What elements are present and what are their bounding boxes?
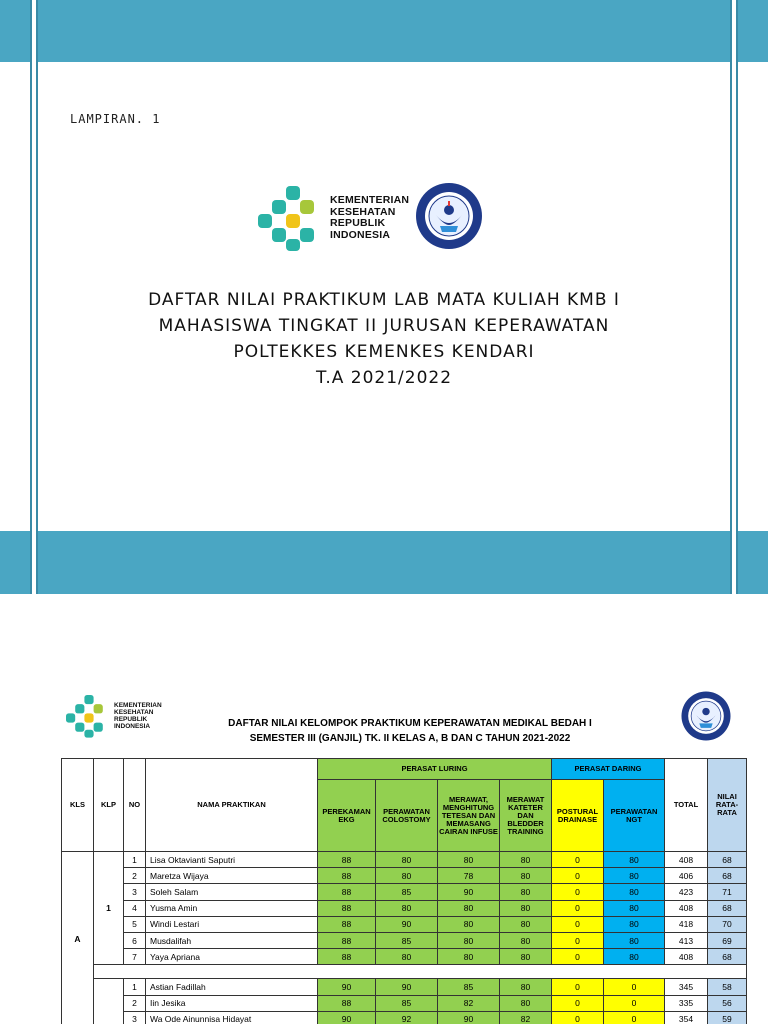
score-ngt: 80: [604, 884, 665, 900]
score-ngt: 80: [604, 916, 665, 932]
divider-line: [736, 0, 738, 594]
kemenkes-logo: [258, 183, 408, 253]
score-ngt: 0: [604, 1011, 665, 1024]
score-postural: 0: [552, 884, 604, 900]
score-infuse: 90: [438, 1011, 500, 1024]
row-no: 4: [124, 900, 146, 916]
score-ekg: 88: [318, 995, 376, 1011]
footer-band-right: [737, 531, 768, 594]
score-postural: 0: [552, 932, 604, 948]
score-average: 68: [708, 852, 747, 868]
score-total: 345: [665, 979, 708, 995]
score-colostomy: 92: [376, 1011, 438, 1024]
row-no: 1: [124, 852, 146, 868]
row-no: 6: [124, 932, 146, 948]
table-row: [62, 979, 747, 995]
score-ngt: 80: [604, 932, 665, 948]
table-row: [62, 995, 747, 1011]
score-kateter: 80: [500, 979, 552, 995]
score-infuse: 90: [438, 884, 500, 900]
score-total: 408: [665, 852, 708, 868]
score-average: 69: [708, 932, 747, 948]
score-kateter: 80: [500, 900, 552, 916]
score-colostomy: 80: [376, 900, 438, 916]
title-line: MAHASISWA TINGKAT II JURUSAN KEPERAWATAN: [158, 316, 610, 336]
col-group-daring: PERASAT DARING: [552, 759, 665, 780]
score-postural: 0: [552, 900, 604, 916]
col-klp: KLP: [94, 759, 124, 852]
score-kateter: 80: [500, 949, 552, 965]
score-colostomy: 85: [376, 884, 438, 900]
attachment-label: LAMPIRAN. 1: [70, 112, 161, 126]
score-ekg: 88: [318, 900, 376, 916]
table-row: [62, 884, 747, 900]
title-line: DAFTAR NILAI PRAKTIKUM LAB MATA KULIAH KMB I: [148, 290, 620, 310]
score-ekg: 88: [318, 852, 376, 868]
score-infuse: 82: [438, 995, 500, 1011]
score-kateter: 82: [500, 1011, 552, 1024]
score-total: 423: [665, 884, 708, 900]
score-kateter: 80: [500, 916, 552, 932]
score-total: 408: [665, 900, 708, 916]
kemenkes-logo-text: [330, 195, 409, 241]
score-ekg: 90: [318, 979, 376, 995]
logo-line: INDONESIA: [114, 723, 151, 730]
score-infuse: 80: [438, 932, 500, 948]
kls-cell: A: [62, 852, 94, 1024]
score-colostomy: 85: [376, 995, 438, 1011]
col-infuse: MERAWAT, MENGHITUNG TETESAN DAN MEMASANG CAIRAN INFUSE: [438, 780, 500, 852]
logo-line: REPUBLIK: [330, 217, 386, 229]
col-average: NILAI RATA-RATA: [708, 759, 747, 852]
score-ngt: 0: [604, 979, 665, 995]
table-row: [62, 949, 747, 965]
col-colostomy: PERAWATAN COLOSTOMY: [376, 780, 438, 852]
footer-band-left: [0, 531, 30, 594]
student-name: Astian Fadillah: [146, 979, 318, 995]
score-average: 59: [708, 1011, 747, 1024]
header-band-right: [737, 0, 768, 62]
divider-line: [730, 0, 732, 594]
table-row: [62, 900, 747, 916]
score-average: 58: [708, 979, 747, 995]
score-total: 406: [665, 868, 708, 884]
student-name: Lisa Oktavianti Saputri: [146, 852, 318, 868]
score-postural: 0: [552, 852, 604, 868]
student-name: Maretza Wijaya: [146, 868, 318, 884]
kemenkes-logo-small: [66, 693, 166, 739]
score-colostomy: 80: [376, 852, 438, 868]
score-kateter: 80: [500, 868, 552, 884]
header-band: [38, 0, 730, 62]
score-colostomy: 80: [376, 949, 438, 965]
student-name: Wa Ode Ainunnisa Hidayat: [146, 1011, 318, 1024]
logo-line: KEMENTERIAN: [330, 194, 410, 206]
score-ekg: 90: [318, 1011, 376, 1024]
score-total: 335: [665, 995, 708, 1011]
logo-line: KESEHATAN: [330, 205, 396, 218]
score-ekg: 88: [318, 932, 376, 948]
col-postural: POSTURAL DRAINASE: [552, 780, 604, 852]
score-ngt: 80: [604, 949, 665, 965]
score-ngt: 80: [604, 868, 665, 884]
score-infuse: 85: [438, 979, 500, 995]
score-infuse: 80: [438, 852, 500, 868]
divider-line: [36, 0, 38, 594]
row-no: 7: [124, 949, 146, 965]
score-kateter: 80: [500, 995, 552, 1011]
table-row: [62, 1011, 747, 1024]
logo-line: REPUBLIK: [114, 716, 148, 723]
table-row: [62, 852, 747, 868]
row-no: 2: [124, 868, 146, 884]
row-no: 3: [124, 1011, 146, 1024]
group-separator-row: [62, 965, 747, 979]
score-colostomy: 90: [376, 916, 438, 932]
table-title-line: SEMESTER III (GANJIL) TK. II KELAS A, B DAN C TAHUN 2021-2022: [249, 733, 571, 744]
score-infuse: 80: [438, 900, 500, 916]
score-postural: 0: [552, 979, 604, 995]
score-ekg: 88: [318, 949, 376, 965]
title-line: T.A 2021/2022: [315, 368, 453, 388]
col-no: NO: [124, 759, 146, 852]
score-kateter: 80: [500, 852, 552, 868]
col-kls: KLS: [62, 759, 94, 852]
logo-line: INDONESIA: [330, 228, 391, 241]
score-postural: 0: [552, 916, 604, 932]
poltekkes-seal-icon: [680, 690, 732, 742]
score-infuse: 80: [438, 916, 500, 932]
table-title: [180, 716, 640, 746]
score-average: 71: [708, 884, 747, 900]
student-name: Windi Lestari: [146, 916, 318, 932]
score-kateter: 80: [500, 932, 552, 948]
score-colostomy: 80: [376, 868, 438, 884]
cover-title: [60, 287, 708, 391]
row-no: 5: [124, 916, 146, 932]
header-band-left: [0, 0, 30, 62]
header-row: [62, 759, 747, 780]
poltekkes-seal-icon: [414, 181, 484, 251]
student-name: Soleh Salam: [146, 884, 318, 900]
student-name: Musdalifah: [146, 932, 318, 948]
col-name: NAMA PRAKTIKAN: [146, 759, 318, 852]
row-no: 1: [124, 979, 146, 995]
klp-cell: 1: [94, 852, 124, 965]
col-total: TOTAL: [665, 759, 708, 852]
score-colostomy: 85: [376, 932, 438, 948]
divider-line: [30, 0, 32, 594]
klp-cell: [94, 979, 124, 1024]
score-postural: 0: [552, 1011, 604, 1024]
col-kateter: MERAWAT KATETER DAN BLEDDER TRAINING: [500, 780, 552, 852]
student-name: Yaya Apriana: [146, 949, 318, 965]
logo-line: KESEHATAN: [114, 709, 154, 716]
score-ekg: 88: [318, 884, 376, 900]
kemenkes-logo-icon: [258, 183, 328, 253]
score-average: 68: [708, 900, 747, 916]
title-line: POLTEKKES KEMENKES KENDARI: [233, 342, 535, 362]
score-colostomy: 90: [376, 979, 438, 995]
col-ekg: PEREKAMAN EKG: [318, 780, 376, 852]
row-no: 2: [124, 995, 146, 1011]
score-average: 70: [708, 916, 747, 932]
kemenkes-logo-text: [114, 702, 162, 730]
separator-cell: [94, 965, 747, 979]
table-row: [62, 868, 747, 884]
score-average: 68: [708, 949, 747, 965]
score-total: 418: [665, 916, 708, 932]
score-ekg: 88: [318, 868, 376, 884]
score-average: 56: [708, 995, 747, 1011]
col-ngt: PERAWATAN NGT: [604, 780, 665, 852]
grades-table: [61, 758, 747, 1024]
student-name: Iin Jesika: [146, 995, 318, 1011]
score-ekg: 88: [318, 916, 376, 932]
grades-slide: [0, 672, 768, 1024]
student-name: Yusma Amin: [146, 900, 318, 916]
row-no: 3: [124, 884, 146, 900]
table-title-line: DAFTAR NILAI KELOMPOK PRAKTIKUM KEPERAWATAN MEDIKAL BEDAH I: [228, 718, 592, 729]
score-ngt: 80: [604, 852, 665, 868]
score-infuse: 78: [438, 868, 500, 884]
score-total: 354: [665, 1011, 708, 1024]
score-postural: 0: [552, 995, 604, 1011]
logo-line: KEMENTERIAN: [114, 702, 162, 709]
footer-band: [38, 531, 730, 594]
score-postural: 0: [552, 868, 604, 884]
score-postural: 0: [552, 949, 604, 965]
col-group-luring: PERASAT LURING: [318, 759, 552, 780]
table-row: [62, 932, 747, 948]
table-row: [62, 916, 747, 932]
score-ngt: 80: [604, 900, 665, 916]
score-total: 413: [665, 932, 708, 948]
score-average: 68: [708, 868, 747, 884]
score-infuse: 80: [438, 949, 500, 965]
score-total: 408: [665, 949, 708, 965]
score-kateter: 80: [500, 884, 552, 900]
kemenkes-logo-icon: [66, 693, 112, 739]
score-ngt: 0: [604, 995, 665, 1011]
